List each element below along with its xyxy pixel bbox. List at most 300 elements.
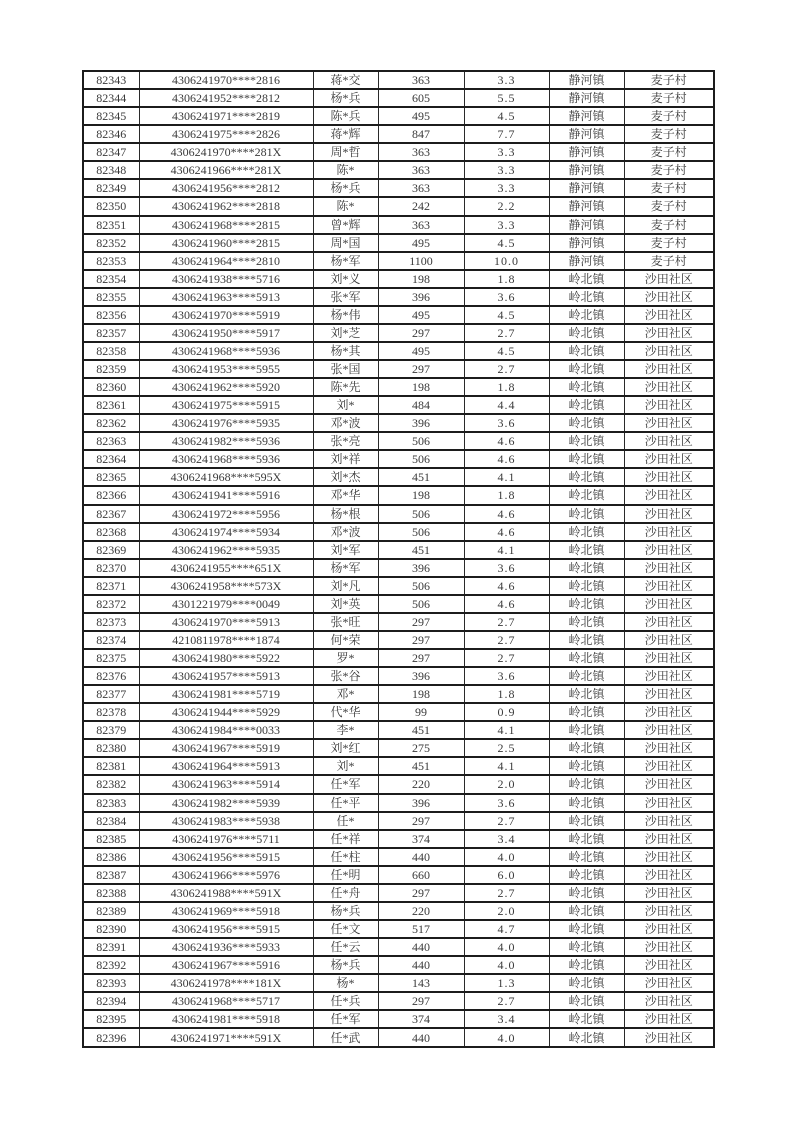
cell-town: 岭北镇 — [549, 306, 624, 324]
cell-town: 岭北镇 — [549, 830, 624, 848]
cell-village: 沙田社区 — [624, 631, 714, 649]
cell-ratio: 3.3 — [464, 216, 549, 234]
cell-id: 4306241960****2815 — [139, 234, 313, 252]
cell-name: 刘*凡 — [313, 577, 378, 595]
cell-amount: 440 — [378, 1028, 464, 1047]
cell-town: 岭北镇 — [549, 794, 624, 812]
cell-ratio: 6.0 — [464, 866, 549, 884]
cell-id: 4306241964****5913 — [139, 757, 313, 775]
table-row — [83, 234, 714, 252]
cell-id: 4306241953****5955 — [139, 360, 313, 378]
cell-amount: 506 — [378, 577, 464, 595]
cell-amount: 1100 — [378, 252, 464, 270]
cell-name: 曾*辉 — [313, 216, 378, 234]
cell-ratio: 2.7 — [464, 360, 549, 378]
cell-village: 麦子村 — [624, 179, 714, 197]
cell-name: 杨*兵 — [313, 902, 378, 920]
cell-ratio: 2.0 — [464, 775, 549, 793]
cell-town: 岭北镇 — [549, 486, 624, 504]
cell-village: 麦子村 — [624, 143, 714, 161]
cell-name: 杨*兵 — [313, 179, 378, 197]
cell-id: 4306241957****5913 — [139, 667, 313, 685]
cell-village: 沙田社区 — [624, 775, 714, 793]
cell-amount: 275 — [378, 739, 464, 757]
cell-town: 岭北镇 — [549, 920, 624, 938]
cell-amount: 506 — [378, 595, 464, 613]
cell-ratio: 2.7 — [464, 631, 549, 649]
cell-village: 沙田社区 — [624, 739, 714, 757]
cell-town: 静河镇 — [549, 252, 624, 270]
table-row — [83, 432, 714, 450]
cell-seq: 82392 — [83, 956, 139, 974]
cell-town: 静河镇 — [549, 179, 624, 197]
cell-seq: 82344 — [83, 89, 139, 107]
cell-id: 4306241971****591X — [139, 1028, 313, 1047]
cell-name: 蒋*辉 — [313, 125, 378, 143]
cell-name: 罗* — [313, 649, 378, 667]
cell-town: 岭北镇 — [549, 541, 624, 559]
cell-seq: 82391 — [83, 938, 139, 956]
cell-ratio: 4.6 — [464, 505, 549, 523]
cell-id: 4306241976****5711 — [139, 830, 313, 848]
table-row — [83, 974, 714, 992]
cell-town: 静河镇 — [549, 216, 624, 234]
cell-seq: 82354 — [83, 270, 139, 288]
cell-amount: 297 — [378, 360, 464, 378]
cell-ratio: 10.0 — [464, 252, 549, 270]
cell-id: 4306241972****5956 — [139, 505, 313, 523]
table-row — [83, 685, 714, 703]
cell-ratio: 5.5 — [464, 89, 549, 107]
cell-ratio: 4.0 — [464, 956, 549, 974]
cell-id: 4306241981****5918 — [139, 1010, 313, 1028]
cell-id: 4306241952****2812 — [139, 89, 313, 107]
table-row — [83, 739, 714, 757]
cell-village: 沙田社区 — [624, 595, 714, 613]
cell-id: 4306241970****2816 — [139, 71, 313, 89]
cell-seq: 82351 — [83, 216, 139, 234]
cell-ratio: 7.7 — [464, 125, 549, 143]
cell-ratio: 2.7 — [464, 324, 549, 342]
cell-name: 刘*祥 — [313, 450, 378, 468]
table-row — [83, 252, 714, 270]
cell-ratio: 3.6 — [464, 667, 549, 685]
table-row — [83, 288, 714, 306]
cell-seq: 82396 — [83, 1028, 139, 1047]
table-row — [83, 89, 714, 107]
cell-seq: 82369 — [83, 541, 139, 559]
cell-seq: 82379 — [83, 721, 139, 739]
cell-town: 岭北镇 — [549, 757, 624, 775]
cell-id: 4306241980****5922 — [139, 649, 313, 667]
cell-id: 4210811978****1874 — [139, 631, 313, 649]
table-row — [83, 559, 714, 577]
cell-village: 沙田社区 — [624, 288, 714, 306]
cell-village: 沙田社区 — [624, 757, 714, 775]
cell-town: 岭北镇 — [549, 414, 624, 432]
table-row — [83, 216, 714, 234]
cell-name: 陈*兵 — [313, 107, 378, 125]
cell-ratio: 3.6 — [464, 559, 549, 577]
cell-village: 沙田社区 — [624, 920, 714, 938]
cell-ratio: 4.1 — [464, 721, 549, 739]
cell-id: 4306241966****5976 — [139, 866, 313, 884]
table-row — [83, 324, 714, 342]
cell-ratio: 3.6 — [464, 794, 549, 812]
table-row — [83, 270, 714, 288]
cell-id: 4306241963****5913 — [139, 288, 313, 306]
cell-ratio: 1.3 — [464, 974, 549, 992]
cell-seq: 82382 — [83, 775, 139, 793]
cell-seq: 82346 — [83, 125, 139, 143]
cell-name: 陈*先 — [313, 378, 378, 396]
cell-name: 任*武 — [313, 1028, 378, 1047]
cell-village: 麦子村 — [624, 197, 714, 215]
cell-seq: 82378 — [83, 703, 139, 721]
cell-village: 麦子村 — [624, 234, 714, 252]
cell-id: 4306241938****5716 — [139, 270, 313, 288]
cell-id: 4306241974****5934 — [139, 523, 313, 541]
cell-village: 沙田社区 — [624, 794, 714, 812]
cell-amount: 396 — [378, 414, 464, 432]
cell-name: 任*军 — [313, 775, 378, 793]
table-row — [83, 505, 714, 523]
cell-seq: 82375 — [83, 649, 139, 667]
cell-ratio: 2.7 — [464, 992, 549, 1010]
cell-name: 张*亮 — [313, 432, 378, 450]
cell-village: 沙田社区 — [624, 342, 714, 360]
cell-town: 岭北镇 — [549, 974, 624, 992]
cell-town: 静河镇 — [549, 107, 624, 125]
cell-village: 沙田社区 — [624, 992, 714, 1010]
table-row — [83, 992, 714, 1010]
cell-name: 刘*英 — [313, 595, 378, 613]
cell-seq: 82347 — [83, 143, 139, 161]
cell-id: 4306241968****595X — [139, 468, 313, 486]
cell-ratio: 2.5 — [464, 739, 549, 757]
cell-amount: 374 — [378, 1010, 464, 1028]
table-row — [83, 649, 714, 667]
cell-name: 杨*军 — [313, 559, 378, 577]
cell-name: 杨*兵 — [313, 956, 378, 974]
table-row — [83, 468, 714, 486]
cell-village: 麦子村 — [624, 89, 714, 107]
cell-ratio: 3.3 — [464, 179, 549, 197]
cell-name: 张*国 — [313, 360, 378, 378]
cell-seq: 82376 — [83, 667, 139, 685]
cell-amount: 220 — [378, 775, 464, 793]
cell-amount: 495 — [378, 306, 464, 324]
cell-amount: 297 — [378, 631, 464, 649]
cell-amount: 440 — [378, 938, 464, 956]
table-row — [83, 848, 714, 866]
cell-seq: 82394 — [83, 992, 139, 1010]
cell-ratio: 3.3 — [464, 71, 549, 89]
cell-ratio: 1.8 — [464, 270, 549, 288]
cell-id: 4306241963****5914 — [139, 775, 313, 793]
cell-id: 4306241978****181X — [139, 974, 313, 992]
cell-name: 张*旺 — [313, 613, 378, 631]
cell-town: 岭北镇 — [549, 360, 624, 378]
table-row — [83, 667, 714, 685]
cell-id: 4306241970****281X — [139, 143, 313, 161]
cell-seq: 82345 — [83, 107, 139, 125]
cell-id: 4306241981****5719 — [139, 685, 313, 703]
cell-seq: 82384 — [83, 812, 139, 830]
cell-id: 4306241971****2819 — [139, 107, 313, 125]
table-row — [83, 703, 714, 721]
cell-name: 杨*伟 — [313, 306, 378, 324]
cell-town: 岭北镇 — [549, 848, 624, 866]
cell-town: 岭北镇 — [549, 270, 624, 288]
cell-ratio: 4.0 — [464, 848, 549, 866]
cell-amount: 297 — [378, 812, 464, 830]
cell-town: 静河镇 — [549, 143, 624, 161]
cell-seq: 82348 — [83, 161, 139, 179]
cell-amount: 451 — [378, 721, 464, 739]
cell-amount: 297 — [378, 884, 464, 902]
cell-ratio: 4.6 — [464, 577, 549, 595]
cell-name: 任*明 — [313, 866, 378, 884]
cell-id: 4306241984****0033 — [139, 721, 313, 739]
cell-village: 沙田社区 — [624, 360, 714, 378]
cell-seq: 82390 — [83, 920, 139, 938]
cell-town: 岭北镇 — [549, 577, 624, 595]
cell-name: 邓* — [313, 685, 378, 703]
cell-seq: 82386 — [83, 848, 139, 866]
cell-name: 刘*军 — [313, 541, 378, 559]
cell-town: 静河镇 — [549, 125, 624, 143]
cell-seq: 82374 — [83, 631, 139, 649]
cell-amount: 143 — [378, 974, 464, 992]
cell-amount: 495 — [378, 342, 464, 360]
table-row — [83, 342, 714, 360]
cell-ratio: 2.7 — [464, 613, 549, 631]
cell-village: 沙田社区 — [624, 414, 714, 432]
table-row — [83, 938, 714, 956]
cell-seq: 82368 — [83, 523, 139, 541]
cell-village: 沙田社区 — [624, 956, 714, 974]
table-row — [83, 360, 714, 378]
cell-village: 沙田社区 — [624, 685, 714, 703]
cell-amount: 484 — [378, 396, 464, 414]
cell-name: 周*国 — [313, 234, 378, 252]
cell-id: 4306241966****281X — [139, 161, 313, 179]
cell-name: 蒋*交 — [313, 71, 378, 89]
cell-town: 岭北镇 — [549, 505, 624, 523]
cell-ratio: 4.5 — [464, 306, 549, 324]
cell-amount: 440 — [378, 956, 464, 974]
cell-amount: 451 — [378, 757, 464, 775]
cell-amount: 363 — [378, 161, 464, 179]
cell-id: 4306241944****5929 — [139, 703, 313, 721]
cell-ratio: 3.6 — [464, 414, 549, 432]
table-row — [83, 450, 714, 468]
cell-seq: 82357 — [83, 324, 139, 342]
table-row — [83, 306, 714, 324]
cell-seq: 82353 — [83, 252, 139, 270]
table-row — [83, 577, 714, 595]
cell-seq: 82343 — [83, 71, 139, 89]
cell-village: 沙田社区 — [624, 1010, 714, 1028]
cell-village: 沙田社区 — [624, 613, 714, 631]
cell-amount: 517 — [378, 920, 464, 938]
cell-amount: 363 — [378, 216, 464, 234]
cell-name: 代*华 — [313, 703, 378, 721]
table-row — [83, 794, 714, 812]
table-row — [83, 523, 714, 541]
cell-village: 沙田社区 — [624, 1028, 714, 1047]
cell-name: 张*谷 — [313, 667, 378, 685]
cell-town: 岭北镇 — [549, 523, 624, 541]
cell-town: 岭北镇 — [549, 775, 624, 793]
cell-village: 麦子村 — [624, 107, 714, 125]
cell-id: 4306241967****5919 — [139, 739, 313, 757]
cell-seq: 82383 — [83, 794, 139, 812]
cell-village: 沙田社区 — [624, 938, 714, 956]
cell-ratio: 1.8 — [464, 486, 549, 504]
table-row — [83, 830, 714, 848]
cell-name: 邓*华 — [313, 486, 378, 504]
cell-ratio: 0.9 — [464, 703, 549, 721]
cell-id: 4306241936****5933 — [139, 938, 313, 956]
cell-seq: 82359 — [83, 360, 139, 378]
cell-ratio: 3.3 — [464, 161, 549, 179]
cell-ratio: 4.7 — [464, 920, 549, 938]
cell-village: 麦子村 — [624, 216, 714, 234]
cell-id: 4306241958****573X — [139, 577, 313, 595]
cell-name: 陈* — [313, 161, 378, 179]
table-row — [83, 161, 714, 179]
cell-id: 4306241941****5916 — [139, 486, 313, 504]
cell-name: 刘*红 — [313, 739, 378, 757]
cell-id: 4306241962****5920 — [139, 378, 313, 396]
cell-amount: 660 — [378, 866, 464, 884]
cell-seq: 82387 — [83, 866, 139, 884]
cell-amount: 440 — [378, 848, 464, 866]
cell-town: 岭北镇 — [549, 956, 624, 974]
cell-village: 沙田社区 — [624, 559, 714, 577]
cell-id: 4306241983****5938 — [139, 812, 313, 830]
cell-town: 岭北镇 — [549, 721, 624, 739]
table-body — [83, 71, 714, 1047]
cell-id: 4306241982****5936 — [139, 432, 313, 450]
table-row — [83, 775, 714, 793]
cell-ratio: 4.5 — [464, 107, 549, 125]
table-row — [83, 378, 714, 396]
table-row — [83, 414, 714, 432]
cell-seq: 82381 — [83, 757, 139, 775]
cell-village: 沙田社区 — [624, 306, 714, 324]
cell-name: 刘*芝 — [313, 324, 378, 342]
cell-ratio: 4.6 — [464, 432, 549, 450]
table-row — [83, 197, 714, 215]
cell-seq: 82358 — [83, 342, 139, 360]
cell-name: 陈* — [313, 197, 378, 215]
cell-name: 任*舟 — [313, 884, 378, 902]
cell-town: 岭北镇 — [549, 613, 624, 631]
cell-ratio: 3.4 — [464, 830, 549, 848]
cell-town: 岭北镇 — [549, 288, 624, 306]
cell-id: 4306241970****5919 — [139, 306, 313, 324]
cell-village: 沙田社区 — [624, 505, 714, 523]
cell-town: 岭北镇 — [549, 667, 624, 685]
cell-id: 4306241962****2818 — [139, 197, 313, 215]
cell-village: 沙田社区 — [624, 523, 714, 541]
cell-id: 4306241967****5916 — [139, 956, 313, 974]
cell-seq: 82371 — [83, 577, 139, 595]
cell-amount: 198 — [378, 270, 464, 288]
cell-seq: 82380 — [83, 739, 139, 757]
cell-ratio: 3.6 — [464, 288, 549, 306]
cell-seq: 82372 — [83, 595, 139, 613]
cell-village: 沙田社区 — [624, 902, 714, 920]
records-table — [82, 70, 715, 1048]
cell-id: 4306241988****591X — [139, 884, 313, 902]
cell-name: 任* — [313, 812, 378, 830]
cell-amount: 847 — [378, 125, 464, 143]
cell-amount: 506 — [378, 523, 464, 541]
cell-town: 岭北镇 — [549, 884, 624, 902]
cell-town: 岭北镇 — [549, 342, 624, 360]
cell-name: 何*荣 — [313, 631, 378, 649]
cell-town: 岭北镇 — [549, 992, 624, 1010]
cell-name: 任*平 — [313, 794, 378, 812]
cell-village: 沙田社区 — [624, 848, 714, 866]
cell-town: 岭北镇 — [549, 432, 624, 450]
cell-id: 4306241968****5936 — [139, 450, 313, 468]
cell-id: 4301221979****0049 — [139, 595, 313, 613]
cell-ratio: 2.2 — [464, 197, 549, 215]
cell-seq: 82370 — [83, 559, 139, 577]
cell-town: 岭北镇 — [549, 324, 624, 342]
cell-amount: 363 — [378, 143, 464, 161]
cell-id: 4306241968****5936 — [139, 342, 313, 360]
cell-village: 沙田社区 — [624, 270, 714, 288]
cell-town: 岭北镇 — [549, 468, 624, 486]
cell-village: 麦子村 — [624, 161, 714, 179]
cell-town: 静河镇 — [549, 197, 624, 215]
cell-name: 任*军 — [313, 1010, 378, 1028]
cell-amount: 198 — [378, 378, 464, 396]
cell-ratio: 1.8 — [464, 378, 549, 396]
cell-village: 沙田社区 — [624, 721, 714, 739]
cell-village: 沙田社区 — [624, 577, 714, 595]
cell-amount: 363 — [378, 179, 464, 197]
cell-id: 4306241969****5918 — [139, 902, 313, 920]
cell-village: 沙田社区 — [624, 812, 714, 830]
cell-id: 4306241975****2826 — [139, 125, 313, 143]
cell-name: 杨*其 — [313, 342, 378, 360]
cell-village: 沙田社区 — [624, 541, 714, 559]
table-row — [83, 956, 714, 974]
cell-amount: 396 — [378, 288, 464, 306]
cell-id: 4306241962****5935 — [139, 541, 313, 559]
cell-seq: 82356 — [83, 306, 139, 324]
cell-ratio: 4.1 — [464, 541, 549, 559]
cell-village: 麦子村 — [624, 71, 714, 89]
cell-village: 沙田社区 — [624, 468, 714, 486]
cell-amount: 396 — [378, 559, 464, 577]
cell-name: 任*祥 — [313, 830, 378, 848]
cell-amount: 198 — [378, 685, 464, 703]
cell-seq: 82388 — [83, 884, 139, 902]
cell-name: 刘* — [313, 396, 378, 414]
cell-amount: 198 — [378, 486, 464, 504]
cell-village: 沙田社区 — [624, 486, 714, 504]
cell-ratio: 4.6 — [464, 595, 549, 613]
cell-amount: 451 — [378, 541, 464, 559]
